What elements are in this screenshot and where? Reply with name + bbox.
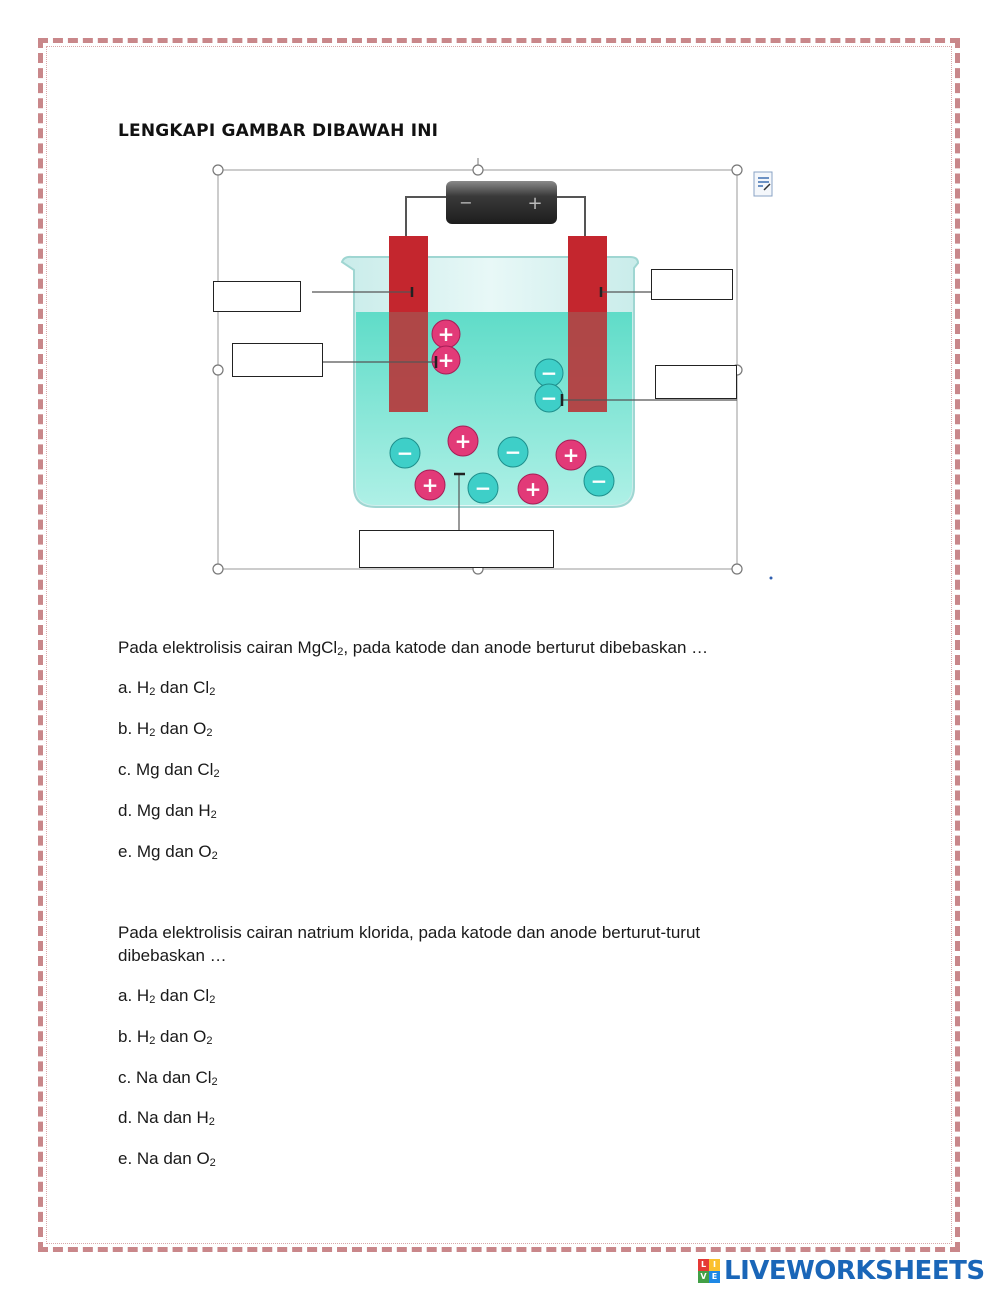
q2-option-b[interactable]: b. $H_2$ dan $O_2$: [118, 1027, 213, 1047]
q1-option-a[interactable]: a. $H_2$ dan $Cl_2$: [118, 678, 216, 698]
battery-minus-sign: −: [459, 193, 473, 212]
q1-option-e[interactable]: e. Mg dan $O_2$: [118, 842, 218, 862]
brand-name: LIVEWORKSHEETS: [724, 1256, 985, 1286]
cation-sign: +: [421, 473, 439, 497]
answer-box-left-electrode[interactable]: [213, 281, 301, 312]
answer-box-left-ion[interactable]: [232, 343, 323, 377]
battery-plus-sign: +: [527, 193, 543, 214]
cation-sign: +: [524, 477, 542, 501]
q1-option-c[interactable]: c. Mg dan $Cl_2$: [118, 760, 220, 780]
question-1: Pada elektrolisis cairan MgCl$_2$, pada katode dan anode berturut dibebaskan …: [118, 638, 709, 658]
q1-option-d[interactable]: d. Mg dan $H_2$: [118, 801, 217, 821]
q2-option-e[interactable]: e. Na dan $O_2$: [118, 1149, 216, 1169]
q2-option-d[interactable]: d. Na dan $H_2$: [118, 1108, 215, 1128]
answer-box-right-ion[interactable]: [655, 365, 737, 399]
wire-left: [406, 197, 448, 240]
q2-option-c[interactable]: c. Na dan $Cl_2$: [118, 1068, 218, 1088]
anion-sign: −: [540, 361, 558, 385]
liveworksheets-icon: L I V E: [698, 1259, 720, 1283]
electrode-right-bottom: [568, 312, 607, 412]
q1-option-b[interactable]: b. $H_2$ dan $O_2$: [118, 719, 213, 739]
answer-box-solution[interactable]: [359, 530, 554, 568]
anion-sign: −: [396, 441, 414, 465]
electrode-right-top: [568, 236, 607, 312]
cation-sign: +: [437, 322, 455, 346]
question-2: [118, 921, 700, 967]
worksheet-title: LENGKAPI GAMBAR DIBAWAH INI: [118, 121, 439, 141]
anion-sign: −: [540, 386, 558, 410]
wire-right: [555, 197, 585, 240]
electrode-left-top: [389, 236, 428, 312]
cation-sign: +: [454, 429, 472, 453]
anion-sign: −: [474, 476, 492, 500]
question-2-line-2: dibebaskan …: [118, 946, 227, 965]
anion-sign: −: [504, 440, 522, 464]
cation-sign: +: [562, 443, 580, 467]
answer-box-right-electrode[interactable]: [651, 269, 733, 300]
question-2-line-1: Pada elektrolisis cairan natrium klorida, pada katode dan anode berturut-turut: [118, 923, 701, 942]
anion-sign: −: [590, 469, 608, 493]
q2-option-a[interactable]: a. $H_2$ dan $Cl_2$: [118, 986, 216, 1006]
electrolysis-diagram: [0, 0, 1000, 600]
cation-sign: +: [437, 348, 455, 372]
liveworksheets-logo[interactable]: [698, 1256, 985, 1286]
layout-options-icon[interactable]: [754, 172, 772, 196]
